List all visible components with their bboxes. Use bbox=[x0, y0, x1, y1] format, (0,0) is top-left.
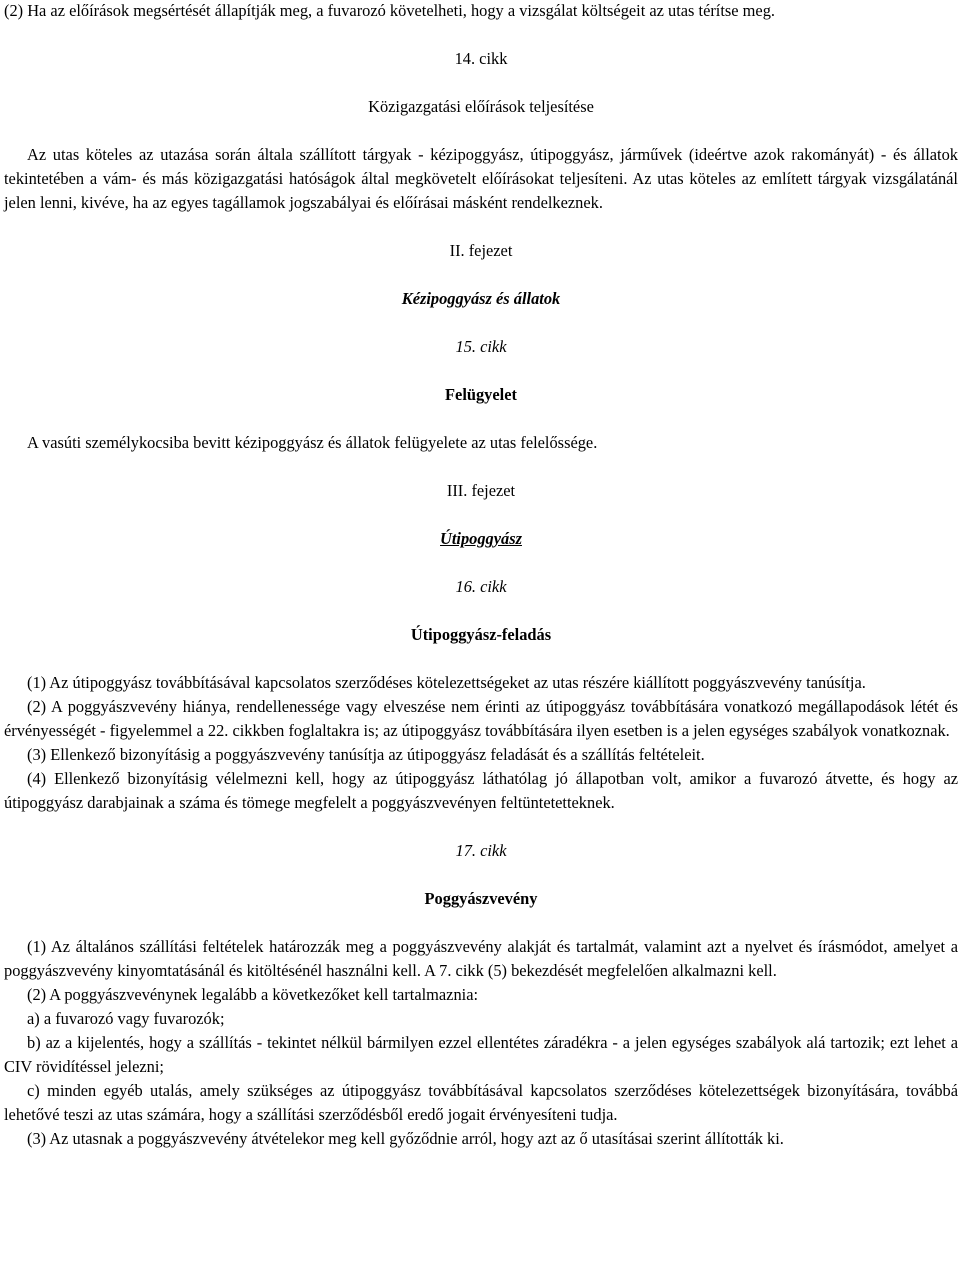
art17-paragraph-1: (1) Az általános szállítási feltételek határozzák meg a poggyászvevény alakját és tartalmát, valamint azt a nyelvet és írásmódot, amelyet a poggyászvevény kinyomtatásánál és kitöltésénél használni kell. A 7. cikk (5) bekezdését megfelelően alkalmazni kell. bbox=[4, 937, 958, 980]
art15-number: 15. cikk bbox=[455, 337, 507, 356]
art17-item-a: a) a fuvarozó vagy fuvarozók; bbox=[27, 1009, 225, 1028]
art16-paragraph-1: (1) Az útipoggyász továbbításával kapcsolatos szerződéses kötelezettségeket az utas részére kiállított poggyászvevény tanúsítja. bbox=[27, 673, 866, 692]
art16-paragraph-4: (4) Ellenkező bizonyításig vélelmezni kell, hogy az útipoggyász láthatólag jó állapotban volt, amikor a fuvarozó átvette, és hogy az útipoggyász darabjainak a száma és tömege megfelelt a poggyászvevényen feltüntetetteknek. bbox=[4, 769, 958, 812]
chapter2-title: Kézipoggyász és állatok bbox=[401, 289, 561, 308]
chapter2-number: II. fejezet bbox=[449, 241, 513, 260]
art16-number: 16. cikk bbox=[455, 577, 507, 596]
art14-number: 14. cikk bbox=[454, 49, 508, 68]
art17-item-b: b) az a kijelentés, hogy a szállítás - tekintet nélkül bármilyen ezzel ellentétes záradékra - a jelen egységes szabályok alá tartozik; ezt lehet a CIV rövidítéssel jelezni; bbox=[4, 1033, 958, 1076]
chapter3-number: III. fejezet bbox=[446, 481, 516, 500]
art17-paragraph-2: (2) A poggyászvevénynek legalább a következőket kell tartalmaznia: bbox=[27, 985, 479, 1004]
art15-paragraph: A vasúti személykocsiba bevitt kézipoggyász és állatok felügyelete az utas felelőssége. bbox=[27, 433, 598, 452]
art16-paragraph-2: (2) A poggyászvevény hiánya, rendellenessége vagy elveszése nem érinti az útipoggyász továbbítására vonatkozó megállapodások létét és érvényességét - figyelemmel a 22. cikkben foglaltakra is; az útipoggyász továbbítására ilyen esetben is a jelen egységes szabályok vonatkoznak. bbox=[4, 697, 958, 740]
art13-paragraph-2: (2) Ha az előírások megsértését állapítják meg, a fuvarozó követelheti, hogy a vizsgálat költségeit az utas térítse meg. bbox=[4, 1, 775, 20]
chapter3-title: Útipoggyász bbox=[440, 529, 522, 548]
art15-title: Felügyelet bbox=[445, 385, 517, 404]
art17-item-c: c) minden egyéb utalás, amely szükséges az útipoggyász továbbításával kapcsolatos szerződéses kötelezettségek bizonyítására, továbbá lehetővé teszi az utas számára, hogy a szállítási szerződésből eredő jogait érvényesíteni tudja. bbox=[4, 1081, 958, 1124]
art16-title: Útipoggyász-feladás bbox=[410, 625, 552, 644]
art17-paragraph-3: (3) Az utasnak a poggyászvevény átvételekor meg kell győződnie arról, hogy azt az ő utasításai szerint állították ki. bbox=[27, 1129, 784, 1148]
art16-paragraph-3: (3) Ellenkező bizonyításig a poggyászvevény tanúsítja az útipoggyász feladását és a szállítás feltételeit. bbox=[27, 745, 705, 764]
art14-paragraph: Az utas köteles az utazása során általa szállított tárgyak - kézipoggyász, útipoggyász, járművek (ideértve azok rakományát) - és állatok tekintetében a vám- és más közigazgatási hatóságok által megkövetelt előírásokat teljesíteni. Az utas köteles az említett tárgyak vizsgálatánál jelen lenni, kivéve, ha az egyes tagállamok jogszabályai és előírásai másként rendelkeznek. bbox=[4, 145, 958, 212]
document-page bbox=[4, 0, 958, 1151]
art14-title: Közigazgatási előírások teljesítése bbox=[368, 97, 594, 116]
art17-number: 17. cikk bbox=[455, 841, 507, 860]
art17-title: Poggyászvevény bbox=[424, 889, 538, 908]
